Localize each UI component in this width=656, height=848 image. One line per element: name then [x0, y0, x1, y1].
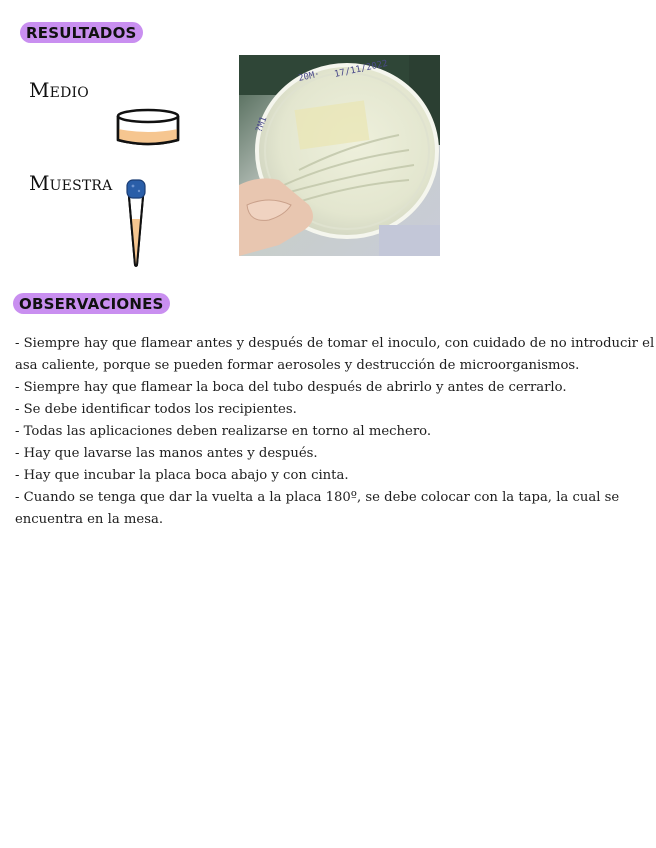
observation-line: - Todas las aplicaciones deben realizarse en torno al mechero.	[15, 424, 432, 439]
medio-label: Medio	[29, 78, 89, 102]
handwritten-label-2: 17/11/2022	[333, 58, 389, 80]
observation-line: encuentra en la mesa.	[15, 512, 164, 527]
petri-dish-culture-photo	[239, 55, 440, 256]
observation-line: - Se debe identificar todos los recipientes.	[15, 402, 297, 417]
observations-list	[15, 333, 655, 531]
observation-line: asa caliente, porque se pueden formar aerosoles y destrucción de microorganismos.	[15, 358, 580, 373]
observation-line: - Hay que lavarse las manos antes y después.	[15, 446, 318, 461]
observation-line: - Siempre hay que flamear la boca del tubo después de abrirlo y antes de cerrarlo.	[15, 380, 567, 395]
petri-dish-icon	[114, 104, 182, 148]
observation-line: - Cuando se tenga que dar la vuelta a la placa 180º, se debe colocar con la tapa, la cual se	[15, 490, 620, 505]
observations-heading: OBSERVACIONES	[13, 293, 170, 314]
handwritten-label-3: ?M1	[254, 115, 270, 135]
muestra-label: Muestra	[29, 171, 113, 195]
observation-line: - Siempre hay que flamear antes y después de tomar el inoculo, con cuidado de no introducir el	[15, 336, 655, 351]
results-heading: RESULTADOS	[20, 22, 143, 43]
test-tube-icon	[124, 177, 148, 269]
handwritten-label-1: 20M·	[297, 69, 321, 84]
observation-line: - Hay que incubar la placa boca abajo y con cinta.	[15, 468, 349, 483]
